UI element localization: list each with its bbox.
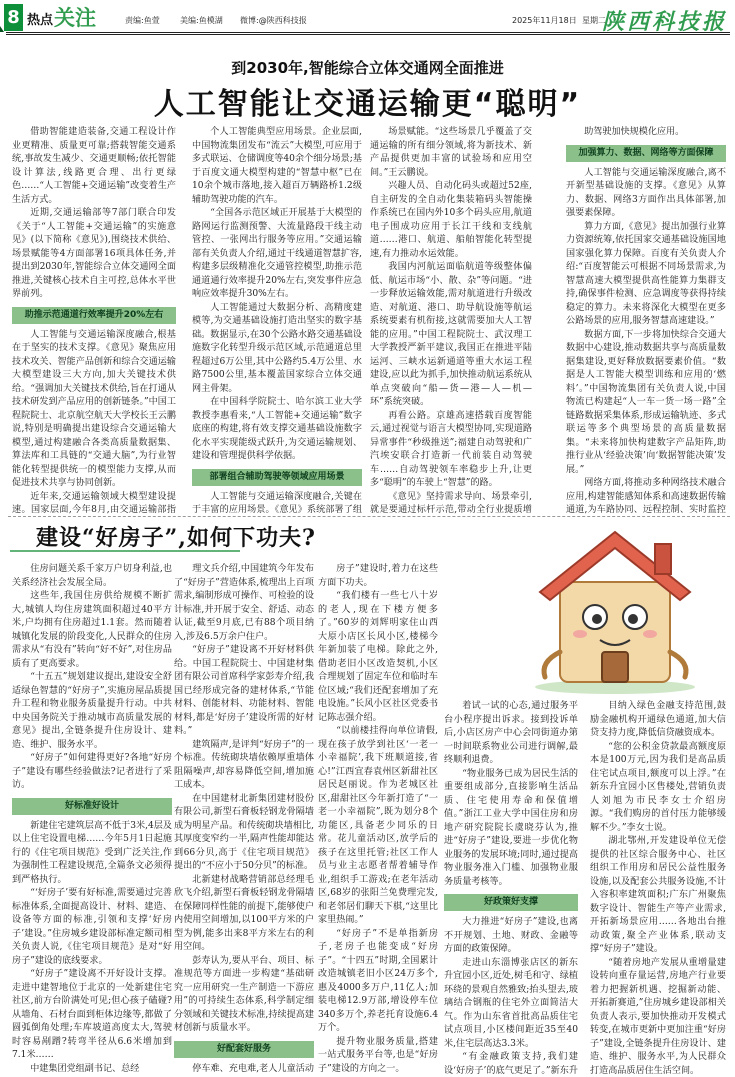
paragraph: “物业服务已成为居民生活的重要组成部分,直接影响生活品质、住宅使用寿命和保值增值。”浙江工业大学中国住房和房地产研究院院长虞晓芬认为,推进“好房子”建设,要进一步优化物业服务的发展环境;同时,通过提高物业服务准入门槛、加强物业服务质量考核等。 <box>444 768 578 887</box>
weibo-handle: 微博:@陕西科技报 <box>240 16 307 25</box>
paragraph: 兴趣人员、自动化码头或超过52座,自主研发的全自动化集装箱码头智能操作系统已在国内外10多个码头应用,航道电子围成功应用于长江干线和支线航道……港口、航道、船舶智能化转型提速,有力推动水运效能。 <box>370 181 532 259</box>
paragraph: “我们楼有一些七八十岁的老人,现在下楼方便多了。”60岁的刘辉明家住山西大原小店区长风小区,楼梯今年新加装了电梯。除此之外,借助老旧小区改造契机,小区合理规划了固定车位和临时车位区域;“我们还配套增加了充电设施。”长风小区社区党委书记陈志强介绍。 <box>318 591 438 723</box>
section-label <box>27 3 107 35</box>
article2-subhead-2: 好配套好服务 <box>174 1041 314 1058</box>
newspaper-logo: 陕西科技报 <box>601 9 727 35</box>
paragraph: 住房问题关系千家万户切身利益,也关系经济社会发展全局。 <box>12 564 172 588</box>
article1-subhead-3: 加强算力、数据、网络等方面保障 <box>566 145 726 162</box>
paragraph: “随着房地产发展从重增量建设转向重存量运营,房地产行业要着力把握新机遇、挖掘新动能、开拓新赛道,”住房城乡建设部相关负责人表示,要加快推动开发模式转变,在城市更新中更加注重“好房子”建设,全链条提升住房设计、建造、维护、服务水平,为人民群众打造高品质居住生活空间。 <box>590 957 726 1075</box>
paragraph: 人工智能与交通运输深度融合,离不开新型基础设施的支撑。《意见》从算力、数据、网络3方面作出具体部署,加强要素保障。 <box>566 167 726 218</box>
paragraph: 提升物业服务质量,搭建一站式服务平台等,也是“好房子”建设的方向之一。 <box>318 1036 438 1074</box>
article2-column-5 <box>590 700 726 1075</box>
paragraph: 再看公路。京雄高速搭载百度智能云,通过视觉与语言大模型协同,实现道路异常事件“秒级推送”;福建自动驾驶和广汽埃安联合打造新一代前装自动驾驶车……自动驾驶领车率稳步上升,让更多“聪明”的车驶上“智慧”的路。 <box>370 410 532 488</box>
paragraph: “以前楼挂得向单位请假,现在孩子放学到社区‘一老一小幸福院’,我下班顺道接,省心!”江西宜春袁州区新甜社区居民赵丽说。作为老城区社区,甜甜社区今年新打造了“一老一小幸福院”,既为划分8个功能区,具备老少同乐的日常。花儿童活动区,放学后的孩子在这里托管;社区工作人员与业主志愿者帮着辅导作业,组织手工游戏;在老年活动区,68岁的张阳兰免费理完发,和老邻居们聊天下棋,“这里比家里热闹。” <box>318 726 438 925</box>
paragraph: “您的公积金贷款最高额度原本是100万元,因为我们是高品质住宅试点项目,额度可以上浮。”在新东升宜园小区售楼处,营销负责人刘旭为市民李女士介绍房源。“我们购房的首付压力能够缓解不少。”李女士说。 <box>590 741 726 833</box>
article2-subhead-1: 好标准好设计 <box>12 798 172 815</box>
issue-date: 2025年11月18日 <box>512 16 577 25</box>
article2-column-4 <box>444 700 578 1075</box>
paragraph: 个人工智能典型应用场景。企业层面,中国物流集团发布“流云”大模型,可应用于多式联运、仓储调度等40余个细分场景;基于百度文通大模型构建的“智慧中枢”已在10余个城市落地,接入超百万辆路桥1.2级辅助驾驶功能的汽车。 <box>192 127 362 205</box>
section-prefix: 热点 <box>27 13 54 28</box>
paragraph: 在中国科学院院士、哈尔滨工业大学教授李惠看来,“人工智能+交通运输”数字底座的构建,将有效支撑交通基础设施数字化水平实现能级式跃升,为交通运输规划、建设和管理提供科学依据。 <box>192 397 362 461</box>
paragraph: 中建集团党组副书记、总经 <box>30 1063 140 1074</box>
article-divider <box>8 516 730 517</box>
article1-title: 人工智能让交通运输更“聪明” <box>153 87 582 122</box>
paragraph: 《意见》坚持需求导向、场景牵引,就是要通过标杆示范,带动全行业提质增 <box>370 491 532 514</box>
paragraph: “好房子”建设离不开好材料供给。中国工程院院士、中国建材集团有限公司首席科学家彭寿介绍,我国已经形成完备的建材体系,“节能材料、创能材料、功能材料、智能材料,都是‘好房子’建设所需的好材料。” <box>174 645 314 736</box>
paragraph: 目纳入绿色金融支持范围,鼓励金融机构开通绿色通道,加大信贷支持力度,降低信贷融资成本。 <box>590 701 726 738</box>
title-underline-decoration <box>10 546 240 556</box>
paragraph: “好房子”如何建得更好?各地“好房子”建设有哪些经验做法?记者进行了采访。 <box>12 753 172 790</box>
article2-column-3 <box>318 563 438 1075</box>
paragraph: 助驾驶加快规模化应用。 <box>584 127 685 137</box>
paragraph: 新建住宅建筑层高不低于3米,4层及以上住宅设置电梯……今年5月1日起施行的《住宅项目规范》受到广泛关注,作为强制性工程建设规范,全篇条文必须得到严格执行。 <box>12 820 172 885</box>
paragraph: 算力方面,《意见》提出加强行业算力资源统筹,依托国家交通基础设施国地国家强化算力保障。百度有关负责人介绍:“百度智能云可根据不同场景需求,为智慧高速大模型提供高性能算力集群支持,确保事件检测、应急调度等获得持续稳定的算力。未来将深化大模型在更多公路场景的应用,服务智慧高速建设。” <box>566 221 726 326</box>
paragraph: “十五五”规划建议提出,建设安全舒适绿色智慧的“好房子”,实施房屋品质提升工程和物业服务质量提升行动。中共中央国务院关于推动城市高质量发展的意见》提出,全链条提升住房设计、建造、维护、服务水平。 <box>12 672 172 750</box>
article1-column-4 <box>566 126 726 514</box>
header-rule <box>6 32 730 35</box>
paragraph: 近期,交通运输部等7部门联合印发《关于“人工智能+交通运输”的实施意见》(以下简称《意见》),围绕技术供给、场景赋能等4方面部署16项具体任务,并提出到2030年,智能综合立体交通网全面推进,关键核心技术自主可控,总体水平世界前列。 <box>12 208 176 299</box>
paragraph: 人工智能与交通运输深度融合,根基在于坚实的技术支撑。《意见》聚焦应用技术攻关、智能产品创新和综合交通运输大模型建设三大方向,加大关键技术供给。“强调加大关键技术供给,旨在打通从技术研发到产品应用的创新链条。”中国工程院院士、北京航空航天大学校长王云鹏说,特别是明确提出建设综合交通运输大模型,通过构建融合各类高质量数据集、算法库和工具链的“交通大脑”,为行业智能化转型提供统一的模型能力支撑,从而促进技术共享与协同创新。 <box>12 329 176 488</box>
article1-subtitle: 到2030年,智能综合立体交通网全面推进 <box>231 59 504 77</box>
paragraph: 网络方面,将推动多种网络技术融合应用,构建智能感知体系和高速数据传输通道,为车路协同、远程控制、实时监控 <box>566 478 726 514</box>
paragraph: 这些年,我国住房供给规模不断扩大,城镇人均住房建筑面积超过40平方米,户均拥有住房超过1.1套。然而随着城镇化发展的阶段变化,人民群众的住房需求从“有没有”转向“好不好”,对住房品质有了更高要求。 <box>12 591 172 669</box>
paragraph: 借助智能建造装备,交通工程设计作业更精准、质量更可靠;搭载智能交通系统,事故发生减少、交通更顺畅;依托智能设计算法,线路更合理、出行更绿色……“人工智能+交通运输”改变着生产生活方式。 <box>12 127 176 205</box>
section-main: 关注 <box>54 6 96 30</box>
paragraph: 北新建材战略营销部总经理毛欣飞介绍,新型石膏板轻钢龙骨隔墙在保障同样性能的前提下,能够使户内使用空间增加,以100平方米的户型为例,能多出来8平方米左右的利用空间。 <box>174 874 314 952</box>
paragraph: 人工智能与交通运输深度融合,关键在于丰富的应用场景。《意见》系统部署了组 <box>192 491 362 514</box>
art-editor-credit: 美编:鱼模湖 <box>180 16 223 25</box>
paragraph: 停车难、充电难,老人儿童活动 <box>192 1063 314 1074</box>
issue-weekday: 星期二 <box>582 16 606 25</box>
paragraph: 着试一试的心态,通过服务平台小程序提出诉求。接到投诉单后,小店区房产中心会同街道办第一时间联系物业公司进行调解,最终顺利退费。 <box>444 701 578 765</box>
paragraph: “有金融政策支持,我们建设‘好房子’的底气更足了。”新东升 <box>444 1052 578 1075</box>
article1-column-3 <box>370 126 532 514</box>
paragraph: 数据方面,下一步将加快综合交通大数据中心建设,推动数据共享与高质量数据集建设,更好释放数据要素价值。“数据是人工智能大模型训练和应用的‘燃料’。”中国物流集团有关负责人说,中国物流已构建起“人一车一货一场一路”全链路数据采集体系,形成运输轨迹、多式联运等多个典型场景的高质量数据集。“未来将加快构建数字产品矩阵,助推行业从‘经验决策’向‘数据智能决策’发展。” <box>566 329 726 475</box>
paragraph: 人工智能通过大数据分析、高精度建模等,为交通基础设施打造出坚实的数字基础。数据显示,在30个公路水路交通基础设施数字化转型升级示范区域,示范通道总里程超过6万公里,其中公路约5.4万公里、水路7500公里,基本覆盖国家综合立体交通网主骨架。 <box>192 302 362 394</box>
article1-column-2 <box>192 126 362 514</box>
paragraph: 在中国建材北新集团建材股份有限公司,新型石膏板轻钢龙骨隔墙成为明星产品。和传统砌块墙相比,其厚度变窄约一半,隔声性能却能达到66分贝,高于《住宅项目规范》提出的“不应小于50分贝”的标准。 <box>174 793 314 871</box>
paragraph: “好房子”建设离不开好设计支撑。走进中建智地位于北京的一处新建住宅社区,前方台阶满处可见;但心孩子磕碰?从墙角、石材台面到柜体边缘等,都做了圆弧倒角处理;车库坡道高度太大,驾驶时容易剐蹭?转弯半径从6.6米增加到7.1米…… <box>12 969 172 1060</box>
paragraph: 走进山东淄博张店区的新东升宜园小区,近处,树毛和守、绿植环绕的景观自然雅致;抬头望去,玻璃结合钢瓶的住宅外立面简洁大气。作为山东省首批高品质住宅试点项目,小区楼间距近35至40米,住宅层高达3.3米。 <box>444 957 578 1049</box>
article1-subhead-1: 助推示范通道行效率提升20%左右 <box>12 307 176 324</box>
article2-title: 建设“好房子”,如何下功夫? <box>36 525 316 551</box>
editor-credit: 责编:鱼萱 <box>125 16 160 25</box>
paragraph: 建筑隔声,是评判“好房子”的一个标准。传统砌块墙依赖厚重墙体阻隔噪声,却容易降低空间,增加施工成本。 <box>174 739 314 790</box>
paragraph: 彭寿认为,要从平台、项目、标准规范等方面进一步构建“基础研究一应用研究一生产制造一下游应用”的可持续生态体系,科学制定细分领域和关键技术标准,持续提高建材创新与质量水平。 <box>174 955 314 1033</box>
article2-column-2 <box>174 563 314 1075</box>
page-number: 8 <box>4 4 23 31</box>
article1-subhead-2: 部署组合辅助驾驶等领域应用场景 <box>192 469 362 486</box>
article2-column-1 <box>12 563 172 1075</box>
article2-subhead-3: 好政策好支撑 <box>444 894 578 911</box>
paragraph: 大力推进“好房子”建设,也离不开规划、土地、财政、金融等方面的政策保障。 <box>444 917 578 954</box>
paragraph: “好房子”不是单指新房子,老房子也能变成“好房子”。“十四五”时期,全国累计改造城镇老旧小区24万多个,惠及4000多万户,11亿人;加装电梯12.9万部,增设停车位340多万个,养老托育设施6.4万个。 <box>318 928 438 1033</box>
cartoon-house-icon <box>520 522 710 697</box>
paragraph: 湖北鄂州,开发建设单位无偿提供的社区综合服务中心、社区组织工作用房和居民公益性服务设施,以及配套公共服务设施,不计入容积率建筑面积;广东广州聚焦数字设计、智能生产等产业需求,开拓新场景应用……各地出台推动政策,聚全产业体系,联动支撑“好房子”建设。 <box>590 836 726 954</box>
paragraph: 我国内河航运面临航道等级整体偏低、航运市场“小、散、杂”等问题。“进一步释放运输效能,需对航道进行升级改造、对航道、港口、助导航设施等航运系统要素有机衔接,这就需要加大人工智能的应用。”中国工程院院士、武汉理工大学教授严新平建议,我国正在推进平陆运河、三峡水运新通道等重大水运工程建设,应以此为抓手,加快推动航运系统从单点突破向“船—货—港—人—机—环”系统突破。 <box>370 262 532 407</box>
paragraph: 理文兵介绍,中国建筑今年发布了“好房子”营造体系,梳理出上百项需求,编制形成可操作、可检验的设计标准,并开展于安全、舒适、动态认证,截至9月底,已有88个项目纳入,涉及6.5万余户住户。 <box>174 564 314 642</box>
paragraph: “全国各示范区域正开展基于大模型的路网运行监测预警、大流量路段干线主动管控、一张网出行服务等应用。”交通运输部有关负责人介绍,通过干线通道智慧扩容,构建多层级精准化交通管控模型,助推示范通道通行效率提升20%左右,突发事件应急响应效率提升30%左右。 <box>192 208 362 299</box>
paragraph: 场景赋能。“这些场景几乎覆盖了交通运输的所有细分领域,将为新技术、新产品提供更加丰富的试验场和应用空间。”王云鹏说。 <box>370 127 532 178</box>
article1-column-1 <box>12 126 176 514</box>
paragraph: 近年来,交通运输领域大模型建设提速。国家层面,今年8月,由交通运输部指 <box>12 491 176 514</box>
paragraph: 房子”建设时,着力在这些方面下功夫。 <box>318 564 438 588</box>
paragraph: “‘好房子’要有好标准,需要通过完善标准体系,全面提高设计、材料、建造、设备等方面的标准,引领和支撑‘好房子’建设。”住房城乡建设部标准定额司相关负责人说,《住宅项目规范》是对“好房子”建设的底线要求。 <box>12 888 172 966</box>
